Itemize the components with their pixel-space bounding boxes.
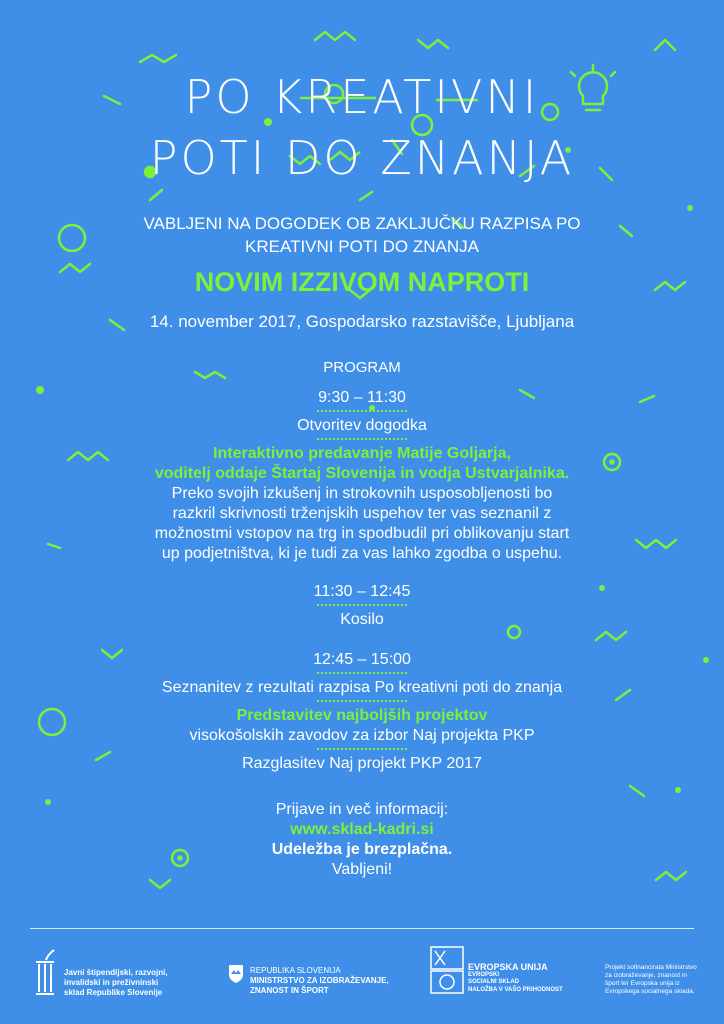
note-line4: Evropskega socialnega sklada. bbox=[605, 988, 695, 995]
event-headline: NOVIM IZZIVOM NAPROTI bbox=[194, 267, 530, 297]
footer-divider bbox=[30, 928, 694, 929]
poster-title-line1: PO KREATIVNI bbox=[184, 70, 540, 124]
slot1-opening: Otvoritev dogodka bbox=[297, 417, 427, 434]
slot1-lecture-line1: Interaktivno predavanje Matije Goljarja, bbox=[213, 445, 511, 462]
dotted-divider bbox=[317, 748, 407, 750]
slot1-time: 9:30 – 11:30 bbox=[318, 389, 406, 406]
ministry-line1: REPUBLIKA SLOVENIJA bbox=[250, 966, 341, 975]
ministry-name bbox=[250, 966, 389, 996]
slot3-item2-line1: Predstavitev najboljših projektov bbox=[236, 707, 488, 724]
eu-text bbox=[468, 962, 563, 994]
dotted-divider bbox=[317, 604, 407, 606]
eu-line1: EVROPSKA UNIJA bbox=[468, 962, 548, 972]
intro-text bbox=[0, 212, 724, 258]
welcome-text: Vabljeni! bbox=[331, 861, 393, 878]
fund-name-line2: invalidski in preživninski bbox=[64, 978, 159, 987]
fund-name-line1: Javni štipendijski, razvojni, bbox=[64, 968, 168, 977]
program-heading: PROGRAM bbox=[323, 359, 401, 376]
dotted-divider bbox=[317, 410, 407, 412]
slovenia-coat-of-arms-icon bbox=[228, 964, 244, 984]
dotted-divider bbox=[317, 438, 407, 440]
ministry-line3: ZNANOST IN ŠPORT bbox=[250, 986, 329, 995]
registration-line: Prijave in več informacij: bbox=[275, 801, 449, 818]
poster-title-line2: POTI DO ZNANJA bbox=[149, 131, 575, 185]
fund-name bbox=[64, 968, 168, 998]
ministry-line2: MINISTRSTVO ZA IZOBRAŽEVANJE, bbox=[250, 976, 389, 985]
fund-name-line3: sklad Republike Slovenije bbox=[64, 988, 163, 997]
slot3-item1: Seznanitev z rezultati razpisa Po kreativni poti do znanja bbox=[161, 679, 563, 696]
slot1-desc-line4: up podjetništva, ki je tudi za vas lahko zgodba o uspehu. bbox=[161, 545, 563, 562]
dotted-divider bbox=[317, 672, 407, 674]
slot2-item: Kosilo bbox=[340, 611, 384, 628]
eu-line4: NALOŽBA V VAŠO PRIHODNOST bbox=[468, 987, 563, 993]
slot2-time: 11:30 – 12:45 bbox=[313, 583, 411, 600]
intro-line1: VABLJENI NA DOGODEK OB ZAKLJUČKU RAZPISA PO bbox=[143, 214, 581, 233]
note-line2: za izobraževanje, znanost in bbox=[605, 972, 688, 979]
slot3-time: 12:45 – 15:00 bbox=[313, 651, 411, 668]
eu-line3: SOCIALNI SKLAD bbox=[468, 979, 519, 985]
slot3-item2-line2: visokošolskih zavodov za izbor Naj projekta PKP bbox=[189, 727, 535, 744]
website-link[interactable]: www.sklad-kadri.si bbox=[290, 821, 434, 838]
eu-line2: EVROPSKI bbox=[468, 972, 500, 978]
slot3-item3: Razglasitev Naj projekt PKP 2017 bbox=[242, 755, 482, 772]
fund-logo-icon bbox=[30, 948, 60, 998]
slot1-lecture-line2: voditelj oddaje Štartaj Slovenija in vodja Ustvarjalnika. bbox=[154, 465, 570, 482]
slot1-desc-line2: razkril skrivnosti trženjskih uspehov ter vas seznanil z bbox=[172, 505, 552, 522]
slot1-desc-line3: možnostmi vstopov na trg in spodbudil pri oblikovanju start bbox=[154, 525, 570, 542]
date-location: 14. november 2017, Gospodarsko razstavišče, Ljubljana bbox=[149, 312, 575, 331]
slot1-desc-line1: Preko svojih izkušenj in strokovnih usposobljenosti bo bbox=[171, 485, 553, 502]
dotted-divider bbox=[317, 700, 407, 702]
eu-social-fund-logo-icon bbox=[430, 946, 464, 994]
note-line1: Projekt sofinancirata Ministrstvo bbox=[605, 964, 697, 971]
free-entry: Udeležba je brezplačna. bbox=[271, 841, 453, 858]
note-line3: šport ter Evropska unija iz bbox=[605, 980, 680, 987]
cofinancing-note bbox=[605, 964, 705, 996]
program-section bbox=[0, 358, 724, 880]
intro-line2: KREATIVNI POTI DO ZNANJA bbox=[245, 237, 479, 256]
